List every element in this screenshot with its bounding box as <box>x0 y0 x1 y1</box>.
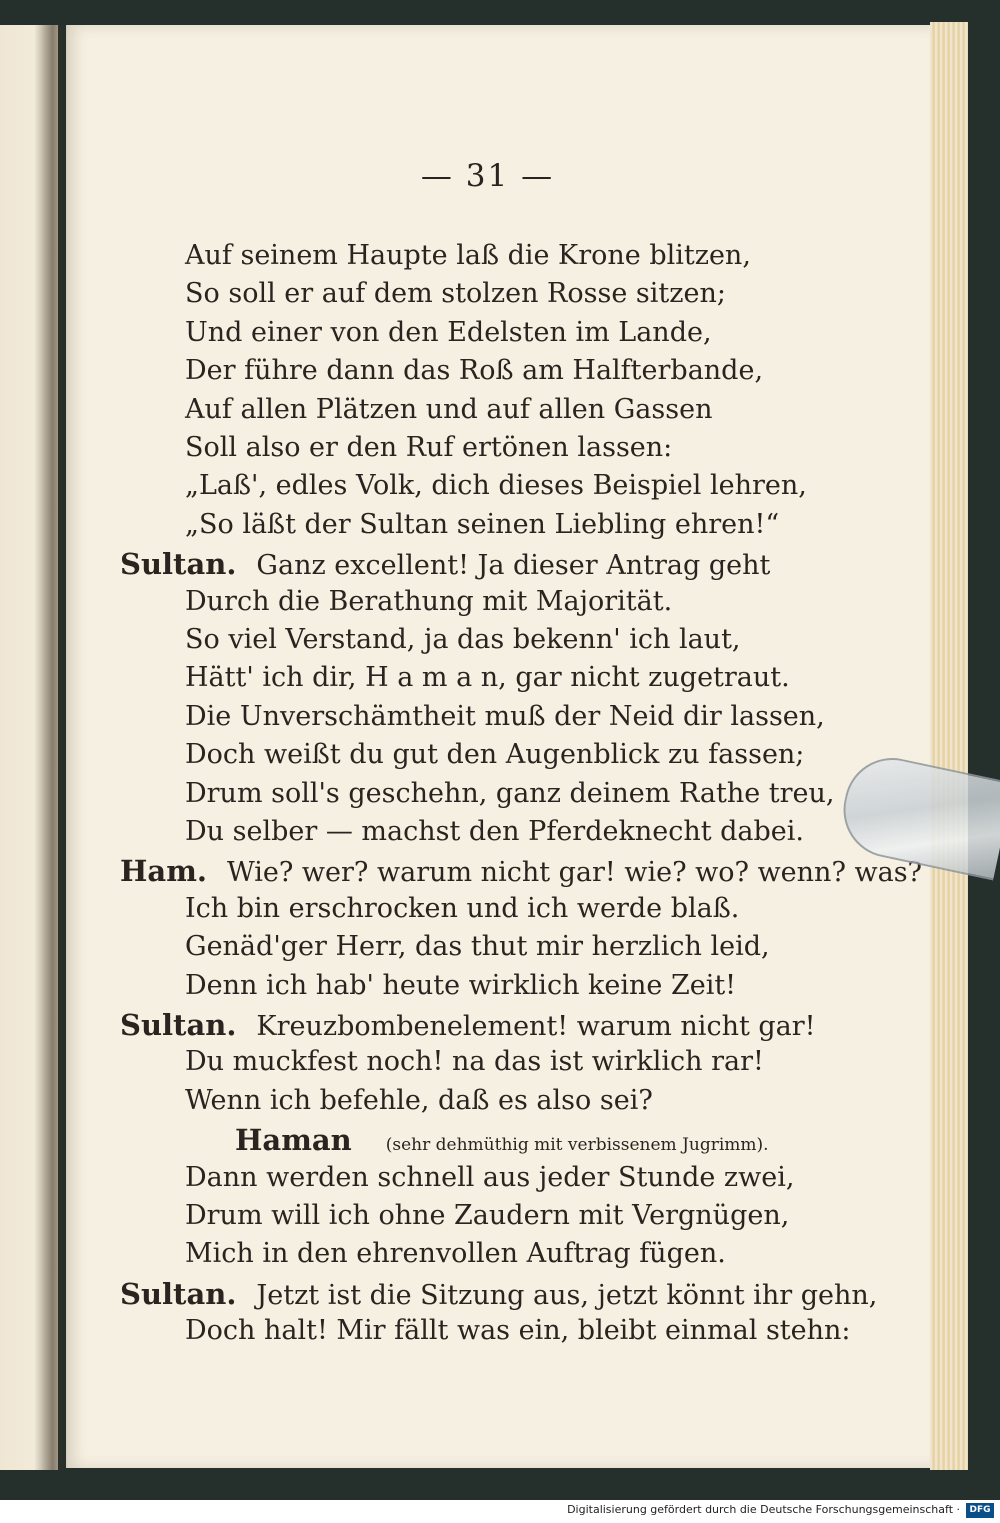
speaker-name: Sultan. <box>120 1276 237 1311</box>
verse-line <box>185 778 835 809</box>
verse-text-span: „Laß', edles Volk, dich dieses Beispiel lehren, <box>185 470 807 502</box>
verse-text-span: Die Unverschämtheit muß der Neid dir lassen, <box>185 700 825 732</box>
verse-text-span: Auf allen Plätzen und auf allen Gassen <box>185 393 713 425</box>
verse-text-span: Durch die Berathung mit Majorität. <box>185 585 673 617</box>
verse-line <box>185 355 763 386</box>
verse-text-span: Ganz excellent! Ja dieser Antrag geht <box>256 550 771 582</box>
verse-text-span: So soll er auf dem stolzen Rosse sitzen; <box>185 278 726 310</box>
verse-line <box>185 278 726 309</box>
verse-line <box>185 1315 851 1346</box>
verse-line <box>185 816 804 847</box>
verse-text-span: Wenn ich befehle, daß es also sei? <box>185 1084 653 1116</box>
verse-line <box>185 317 712 348</box>
verse-line <box>185 1162 794 1193</box>
verse-line <box>185 394 712 425</box>
verse-text-span: Der führe dann das Roß am Halfterbande, <box>185 355 764 387</box>
verse-text-span: Kreuzbombenelement! warum nicht gar! <box>256 1011 816 1042</box>
verse-line <box>185 701 825 732</box>
footer-credit: Digitalisierung gefördert durch die Deutsche Forschungsgemeinschaft · <box>567 1503 960 1516</box>
verse-line <box>185 1238 726 1269</box>
verse-line <box>185 1085 653 1116</box>
verse-text-span: Jetzt ist die Sitzung aus, jetzt könnt ihr gehn, <box>256 1279 878 1311</box>
verse-text-span: Doch halt! Mir fällt was ein, bleibt einmal stehn: <box>185 1315 851 1347</box>
stage-direction: (sehr dehmüthig mit verbissenem Jugrimm). <box>385 1135 769 1156</box>
verse-text-span: So viel Verstand, ja das bekenn' ich laut, <box>185 624 741 655</box>
speaker-name: Ham. <box>120 854 207 889</box>
speaker-line <box>120 1277 877 1311</box>
verse-text-span: Mich in den ehrenvollen Auftrag fügen. <box>185 1238 726 1270</box>
verse-text-span: Drum soll's geschehn, ganz deinem Rathe treu, <box>185 777 835 809</box>
verse-text-span: Auf seinem Haupte laß die Krone blitzen, <box>185 240 751 271</box>
verse-text-span: Wie? wer? warum nicht gar! wie? wo? wenn? was? <box>226 857 923 889</box>
verse-text-span: Du selber — machst den Pferdeknecht dabei. <box>185 816 804 847</box>
verse-line <box>185 739 804 770</box>
verse-text-span: Du muckfest noch! na das ist wirklich rar! <box>185 1046 764 1078</box>
verse-text-span: Dann werden schnell aus jeder Stunde zwei, <box>185 1161 795 1193</box>
speaker-name: Haman <box>235 1123 352 1158</box>
verse-line <box>185 624 741 655</box>
verse-line <box>185 893 739 924</box>
book-gutter <box>34 25 68 1470</box>
verse-text-span: Doch weißt du gut den Augenblick zu fassen; <box>185 739 805 771</box>
verse-line <box>185 240 751 271</box>
speaker-name: Sultan. <box>120 547 237 582</box>
verse-line <box>185 1200 789 1231</box>
verse-line <box>185 509 779 540</box>
verse-line <box>185 970 736 1001</box>
speaker-line <box>235 1123 769 1157</box>
speaker-line <box>120 547 770 581</box>
verse-line <box>185 586 672 617</box>
verse-line <box>185 432 672 463</box>
page-stack-edges <box>930 22 968 1470</box>
verse-text-span: Ich bin erschrocken und ich werde blaß. <box>185 892 740 924</box>
verse-line <box>185 470 807 501</box>
speaker-line <box>120 854 922 888</box>
verse-text-span: Genäd'ger Herr, das thut mir herzlich leid, <box>185 931 770 963</box>
verse-line <box>185 662 790 693</box>
verse-line <box>185 1046 764 1077</box>
verse-text-span: Drum will ich ohne Zaudern mit Vergnügen, <box>185 1200 790 1231</box>
verse-line <box>185 931 770 962</box>
footer-bar <box>0 1500 1000 1523</box>
speaker-line <box>120 1008 816 1042</box>
verse-text-span: Hätt' ich dir, H a m a n, gar nicht zugetraut. <box>185 662 790 694</box>
verse-text-span: Und einer von den Edelsten im Lande, <box>185 316 712 348</box>
dfg-logo: DFG <box>966 1503 994 1518</box>
speaker-name: Sultan. <box>120 1008 237 1042</box>
verse-text-span: Denn ich hab' heute wirklich keine Zeit! <box>185 969 737 1001</box>
page-number: — 31 — <box>420 158 555 194</box>
verse-text-span: „So läßt der Sultan seinen Liebling ehren!“ <box>185 508 780 540</box>
verse-text-span: Soll also er den Ruf ertönen lassen: <box>185 432 673 463</box>
